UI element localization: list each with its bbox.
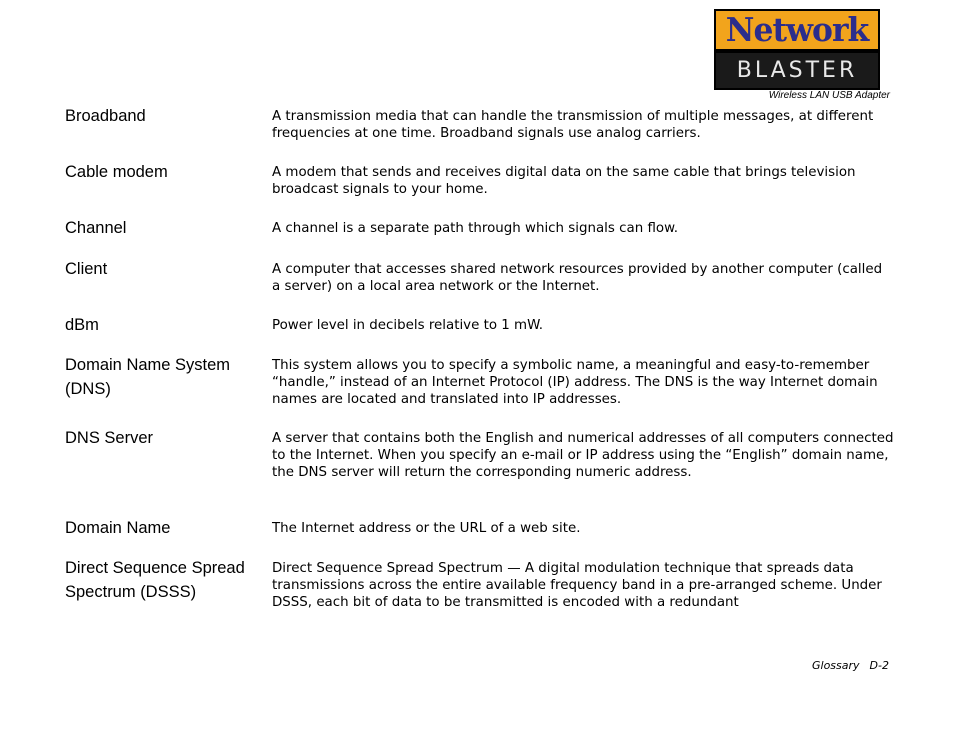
glossary-definition: A modem that sends and receives digital data on the same cable that brings television broadcast signals to your home. [272, 165, 856, 197]
glossary-definition: A computer that accesses shared network resources provided by another computer (called a server) on a local area network or the Internet. [272, 262, 883, 294]
glossary-definition: This system allows you to specify a symbolic name, a meaningful and easy-to-remember “handle,” instead of an Internet Protocol (IP) address. The DNS is the way Internet domain names are located and translated into IP addresses. [272, 358, 878, 407]
logo-top-text: Network [725, 10, 869, 49]
glossary-definition: Direct Sequence Spread Spectrum — A digital modulation technique that spreads data transmissions across the entire available frequency band in a pre-arranged scheme. Under DSSS, each bit of data to be transmitted is encoded with a redundant [272, 561, 882, 610]
logo-subtitle: Wireless LAN USB Adapter [768, 90, 890, 101]
glossary-term: Channel [65, 219, 127, 237]
glossary-definition: A channel is a separate path through which signals can flow. [272, 221, 679, 236]
page-footer [700, 659, 889, 672]
footer-page-number: D-2 [869, 659, 889, 672]
glossary-term: Domain Name System (DNS) [65, 356, 231, 398]
logo-top-panel [716, 11, 878, 51]
glossary-term: Direct Sequence Spread Spectrum (DSSS) [65, 559, 245, 601]
glossary-definition: A transmission media that can handle the transmission of multiple messages, at different frequencies at one time. Broadband signals use analog carriers. [272, 109, 874, 141]
glossary-term: dBm [65, 316, 99, 334]
glossary-definition: The Internet address or the URL of a web site. [272, 521, 581, 536]
network-blaster-logo [714, 9, 880, 90]
footer-section: Glossary [812, 659, 860, 672]
glossary-term: Cable modem [65, 163, 168, 181]
glossary-definition: Power level in decibels relative to 1 mW. [272, 318, 544, 333]
glossary-term: Domain Name [65, 519, 171, 537]
glossary-term: DNS Server [65, 429, 154, 447]
glossary-term: Client [65, 260, 108, 278]
glossary-definition: A server that contains both the English and numerical addresses of all computers connected to the Internet. When you specify an e-mail or IP address using the “English” domain name, the DNS server will return the corresponding numeric address. [272, 431, 894, 480]
logo-bottom-panel [716, 53, 878, 88]
logo-bottom-text: BLASTER [736, 58, 858, 83]
glossary-term: Broadband [65, 107, 146, 125]
